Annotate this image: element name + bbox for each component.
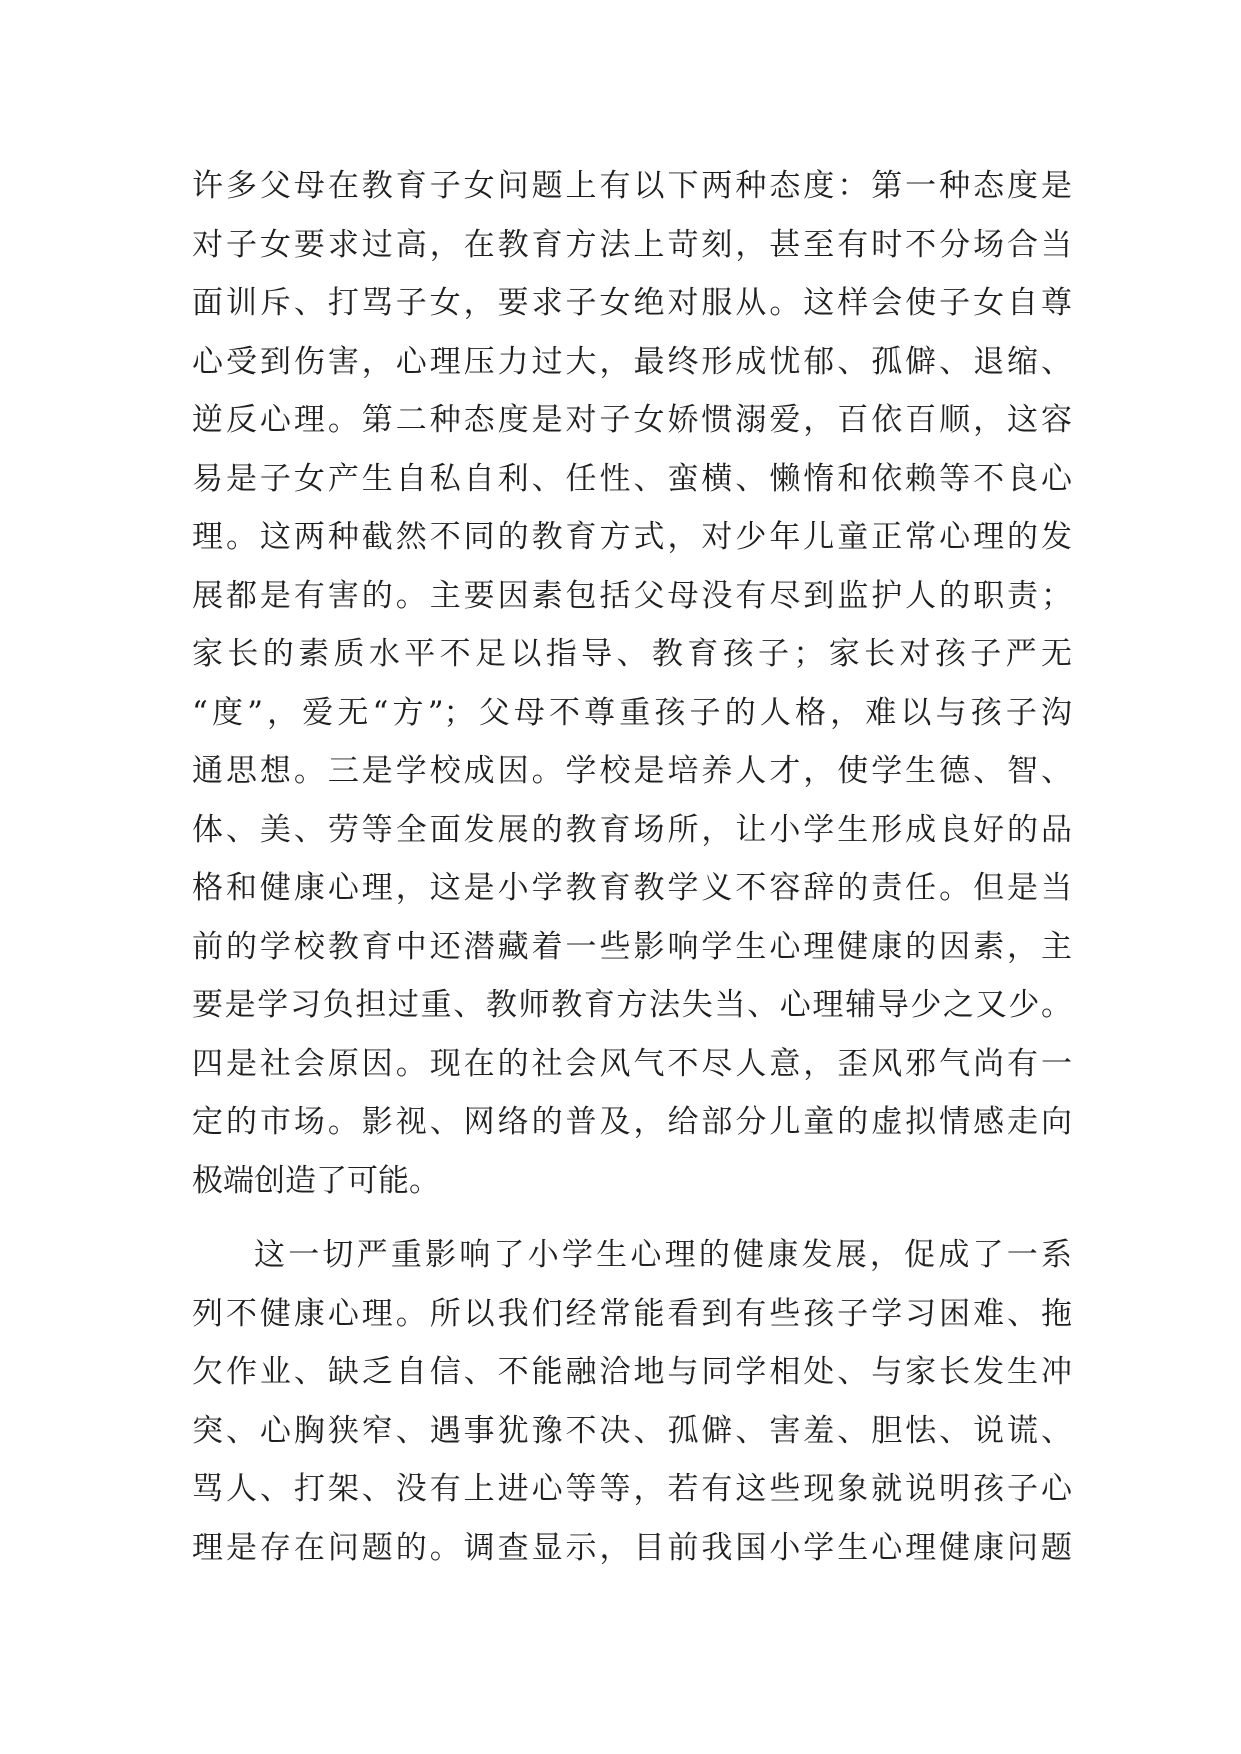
text-line: 展都是有害的。主要因素包括父母没有尽到监护人的职责； — [192, 577, 1072, 614]
text-line: 格和健康心理，这是小学教育教学义不容辞的责任。但是当 — [192, 870, 1072, 906]
text-line: 面训斥、打骂子女，要求子女绝对服从。这样会使子女自尊 — [192, 285, 1072, 321]
text-line: 欠作业、缺乏自信、不能融洽地与同学相处、与家长发生冲 — [192, 1354, 1072, 1390]
text-line: 逆反心理。第二种态度是对子女娇惯溺爱，百依百顺，这容 — [192, 402, 1072, 438]
text-line: 定的市场。影视、网络的普及，给部分儿童的虚拟情感走向 — [192, 1104, 1072, 1140]
paragraph-2 — [192, 1226, 1072, 1577]
text-line: 家长的素质水平不足以指导、教育孩子；家长对孩子严无 — [192, 636, 1072, 672]
paragraph-1 — [192, 157, 1072, 1210]
text-line: “度”，爱无“方”；父母不尊重孩子的人格，难以与孩子沟 — [192, 694, 1072, 731]
body-text — [192, 157, 1072, 1577]
text-line: 要是学习负担过重、教师教育方法失当、心理辅导少之又少。 — [192, 987, 1072, 1023]
text-line: 列不健康心理。所以我们经常能看到有些孩子学习困难、拖 — [192, 1295, 1072, 1332]
text-line: 体、美、劳等全面发展的教育场所，让小学生形成良好的品 — [192, 811, 1072, 848]
text-line: 易是子女产生自私自利、任性、蛮横、懒惰和依赖等不良心 — [192, 460, 1072, 497]
paragraph-gap — [192, 1210, 1072, 1226]
text-line: 对子女要求过高，在教育方法上苛刻，甚至有时不分场合当 — [192, 226, 1072, 263]
text-line: 骂人、打架、没有上进心等等，若有这些现象就说明孩子心 — [192, 1471, 1072, 1507]
text-line: 四是社会原因。现在的社会风气不尽人意，歪风邪气尚有一 — [192, 1045, 1072, 1082]
text-line: 突、心胸狭窄、遇事犹豫不决、孤僻、害羞、胆怯、说谎、 — [192, 1412, 1072, 1449]
text-line: 通思想。三是学校成因。学校是培养人才，使学生德、智、 — [192, 753, 1072, 789]
text-line: 理是存在问题的。调查显示，目前我国小学生心理健康问题 — [192, 1529, 1072, 1566]
text-line: 心受到伤害，心理压力过大，最终形成忧郁、孤僻、退缩、 — [192, 343, 1072, 380]
text-line: 许多父母在教育子女问题上有以下两种态度：第一种态度是 — [192, 168, 1072, 204]
text-line: 极端创造了可能。 — [192, 1162, 440, 1199]
text-line: 前的学校教育中还潜藏着一些影响学生心理健康的因素，主 — [192, 928, 1072, 965]
text-line: 理。这两种截然不同的教育方式，对少年儿童正常心理的发 — [192, 519, 1072, 555]
text-line: 这一切严重影响了小学生心理的健康发展，促成了一系 — [254, 1237, 1072, 1273]
